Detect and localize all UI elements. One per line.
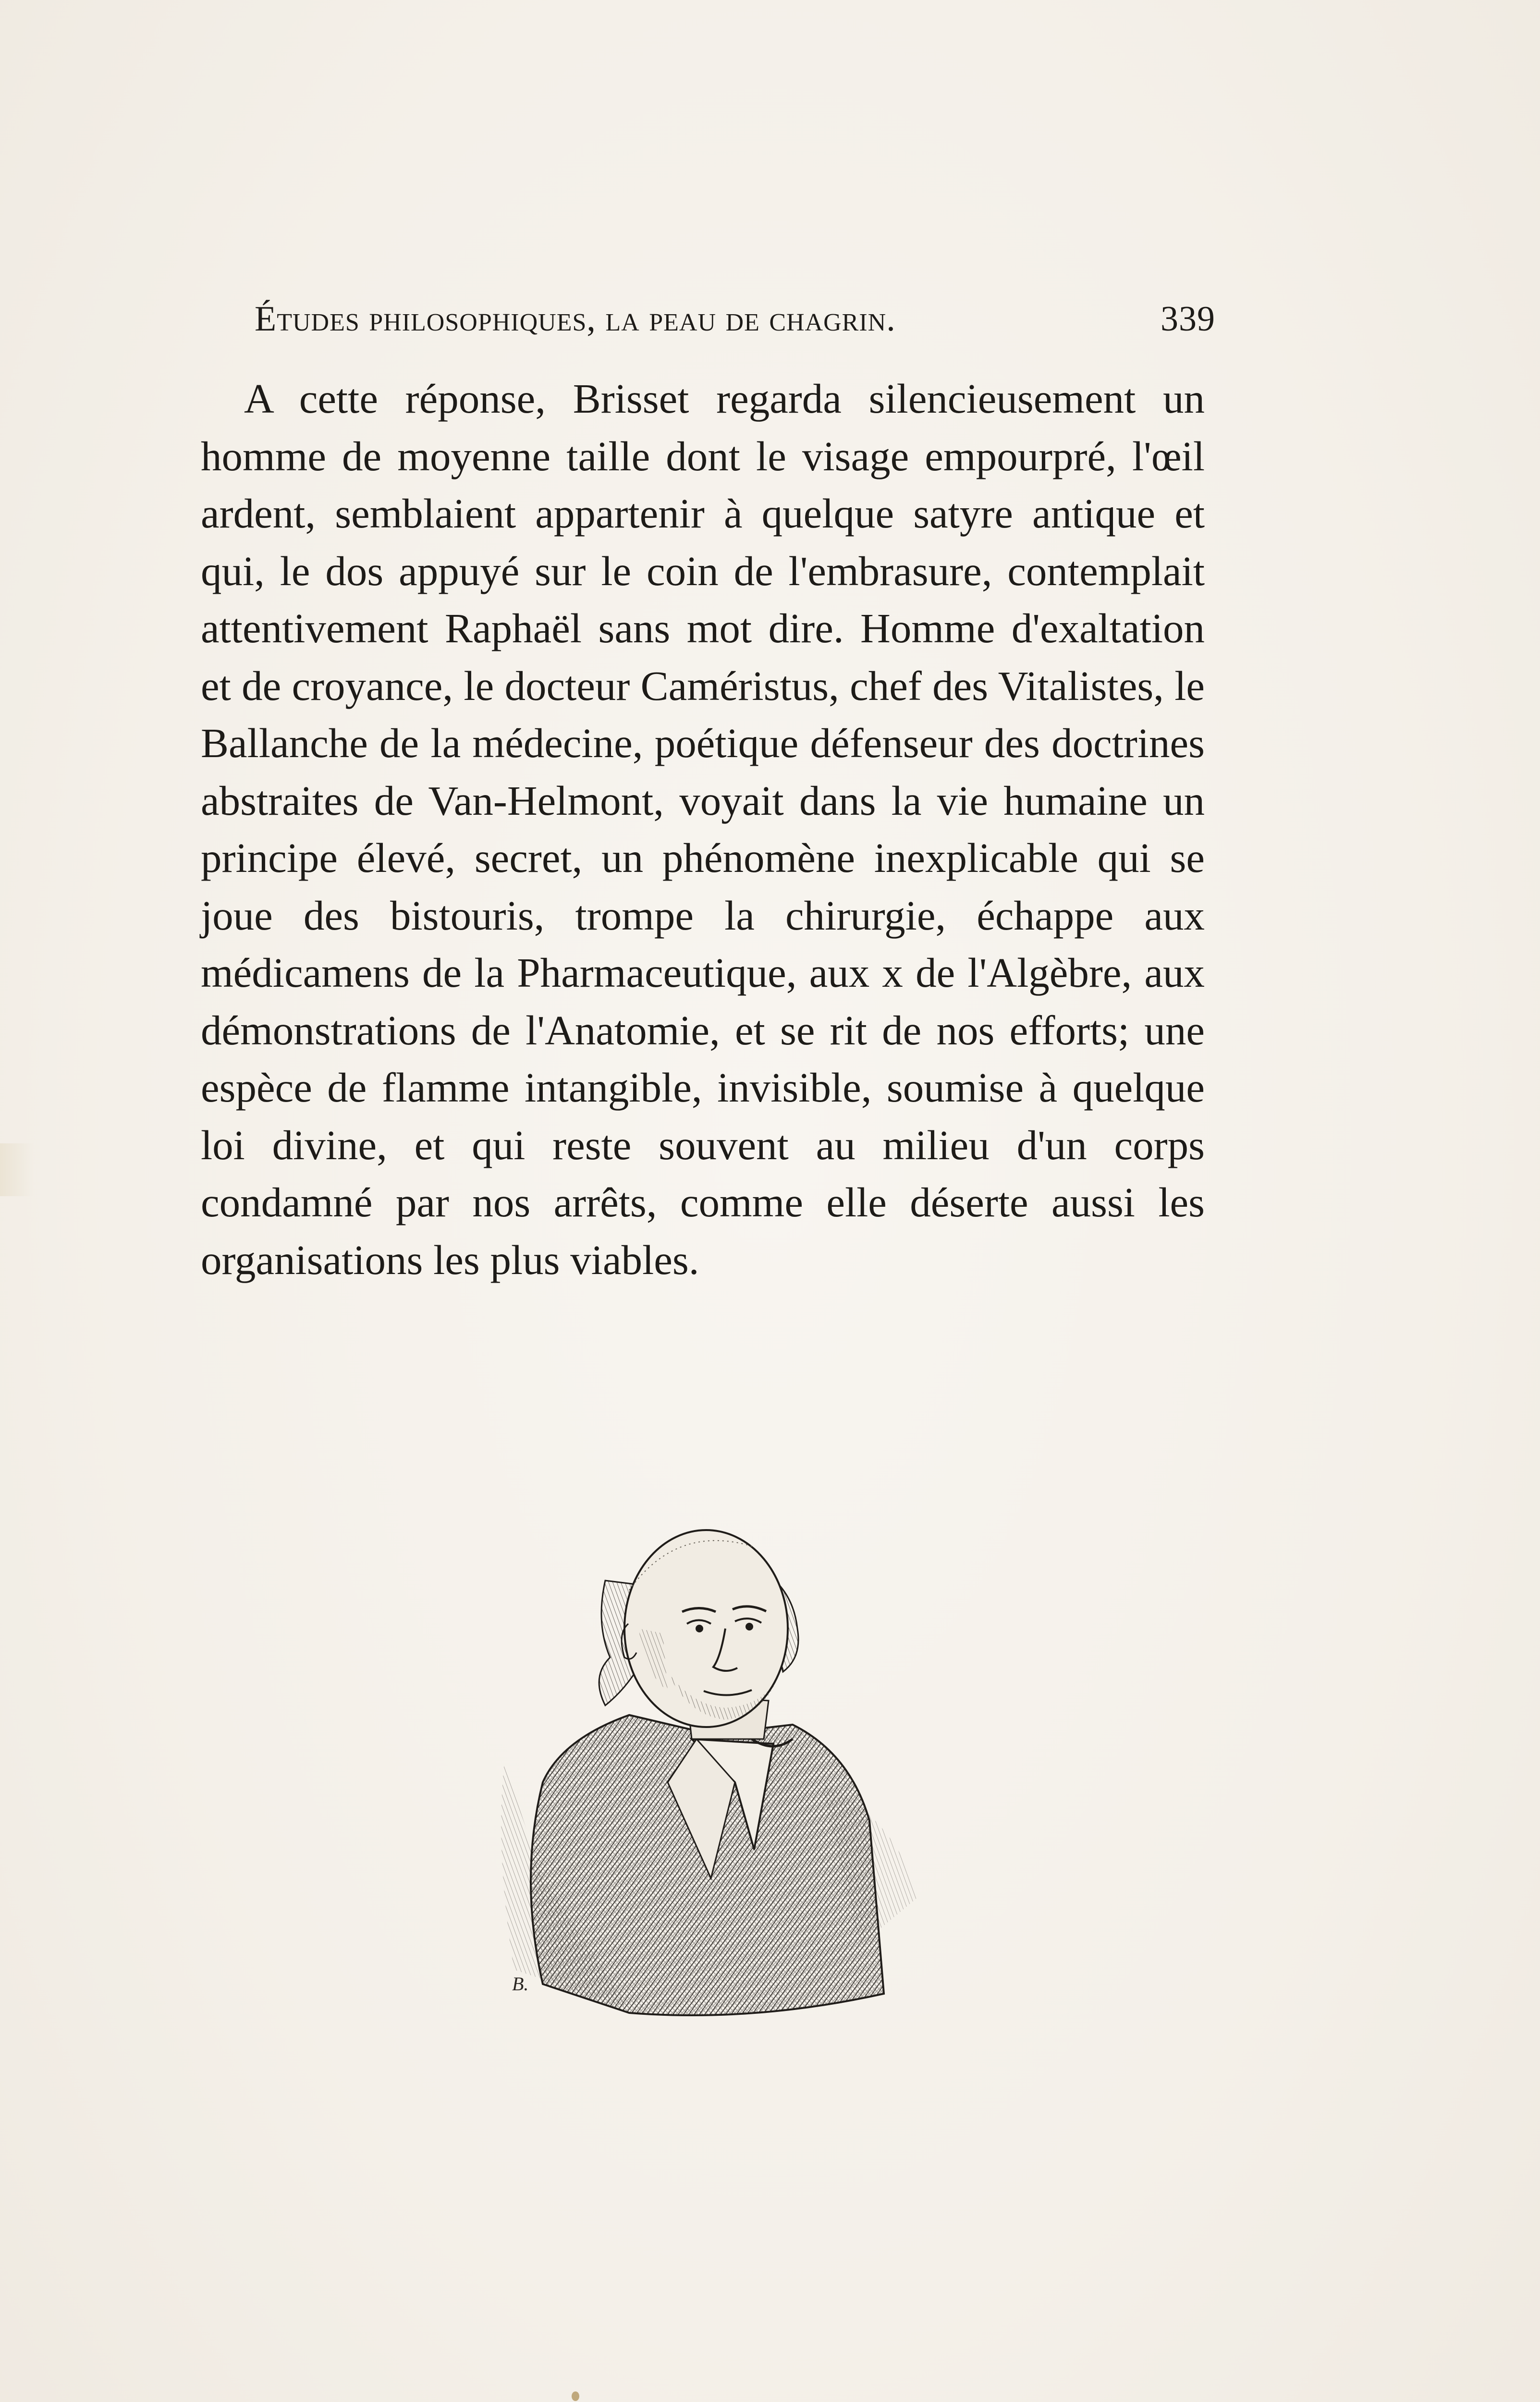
paper-stain	[572, 2391, 579, 2401]
paragraph: A cette réponse, Brisset regarda silencieusement un homme de moyenne taille dont le visage empourpré, l'œil ardent, semblaient appartenir à quelque satyre antique et qui, le dos appuyé sur le coin de l'embrasure, contemplait attentivement Raphaël sans mot dire. Homme d'exaltation et de croyance, le docteur Caméristus, chef des Vitalistes, le Ballanche de la médecine, poétique défenseur des doctrines abstraites de Van-Helmont, voyait dans la vie humaine un principe élevé, secret, un phénomène inexplicable qui se joue des bistouris, trompe la chirurgie, échappe aux médicamens de la Pharmaceutique, aux x de l'Algèbre, aux démonstrations de l'Anatomie, et se rit de nos efforts; une espèce de flamme intangible, invisible, soumise à quelque loi divine, et qui reste souvent au milieu d'un corps condamné par nos arrêts, comme elle déserte aussi les organisations les plus viables.	[201, 375, 1205, 1283]
engraver-signature: B.	[512, 1973, 529, 1995]
running-title: Études philosophiques, la peau de chagrin.	[255, 299, 896, 339]
body-text	[201, 370, 1205, 1288]
page-number: 339	[1161, 299, 1215, 339]
running-header	[255, 299, 1215, 356]
page-edge-mark	[0, 1143, 34, 1196]
portrait-engraving	[485, 1513, 932, 2022]
